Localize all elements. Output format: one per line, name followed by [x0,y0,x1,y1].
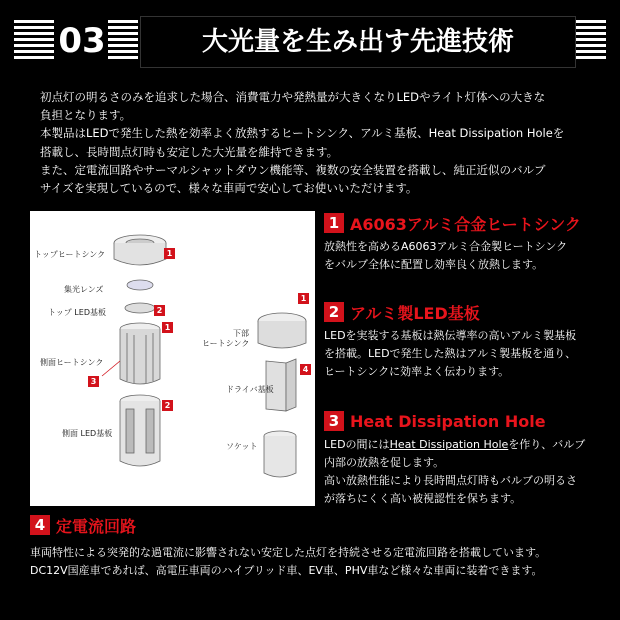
badge-5: 2 [162,400,173,411]
label-side-led: 側面 LED基板 [62,429,113,438]
feature-2-line: を搭載。LEDで発生した熱はアルミ製基板を通り、 [324,347,577,360]
section-number: 03 [56,16,108,66]
badge-7: 4 [300,364,311,375]
badge-1: 1 [164,248,175,259]
feature-3 [324,410,609,508]
feature-3-number: 3 [324,411,344,431]
badge-2: 2 [154,305,165,316]
intro-line: サイズを実現しているので、様々な車両で安心してお使いいただけます。 [40,181,418,196]
label-top-led: トップ LED基板 [48,308,106,317]
feature-4-title: 定電流回路 [56,516,137,536]
label-socket: ソケット [226,442,258,451]
intro-line: 初点灯の明るさのみを追求した場合、消費電力や発熱量が大きくなりLEDやライト灯体への大きな [40,90,546,104]
feature-3-title: Heat Dissipation Hole [350,411,546,431]
feature-2-title: アルミ製LED基板 [350,303,480,323]
feature-1-line: 放熱性を高めるA6063アルミ合金製ヒートシンク [324,240,568,253]
feature-3-line-1 [324,436,609,454]
feature-3-underline-term: Heat Dissipation Hole [389,438,509,451]
feature-1-line: をバルブ全体に配置し効率良く放熱します。 [324,258,544,271]
intro-text [40,88,600,197]
feature-4-line: DC12V国産車であれば、高電圧車両のハイブリッド車、EV車、PHV車など様々な車両に装着できます。 [30,564,543,577]
feature-1 [324,212,609,274]
feature-4-line: 車両特性による突発的な過電流に影響されない安定した点灯を持続させる定電流回路を搭載しています。 [30,546,547,559]
label-lower-heatsink-2: ヒートシンク [202,339,250,348]
feature-2-line: LEDを実装する基板は熱伝導率の高いアルミ製基板 [324,329,577,342]
badge-4: 3 [88,376,99,387]
feature-3-line: が落ちにくく高い被視認性を保ちます。 [324,492,522,505]
section-title: 大光量を生み出す先進技術 [140,16,576,68]
exploded-diagram [30,211,315,506]
feature-4-number: 4 [30,515,50,535]
label-side-heatsink: 側面ヒートシンク [40,358,104,367]
feature-4-body [30,544,605,580]
label-driver: ドライバ基板 [226,385,274,394]
label-lens: 集光レンズ [64,285,104,294]
header-stripes-right [576,20,606,62]
label-top-heatsink: トップヒートシンク [34,250,106,259]
badge-3: 1 [162,322,173,333]
label-lower-heatsink-1: 下部 [233,329,249,338]
feature-4-header [30,514,136,536]
intro-line: 本製品はLEDで発生した熱を効率よく放熱するヒートシンク、アルミ基板、Heat Dissipation Holeを [40,126,565,141]
feature-1-number: 1 [324,213,344,233]
feature-1-title: A6063アルミ合金ヒートシンク [350,214,581,234]
feature-2 [324,301,609,381]
intro-line: 負担となります。 [40,108,132,123]
feature-2-number: 2 [324,302,344,322]
header-stripes-left [14,20,54,62]
feature-3-line-1-post: を作り、バルブ [508,438,586,451]
header-stripes-middle [108,20,138,62]
feature-3-line-1-pre: LEDの間には [324,438,390,451]
feature-2-line: ヒートシンクに効率よく伝わります。 [324,365,510,378]
section-header [0,0,620,82]
intro-line: 搭載し、長時間点灯時も安定した大光量を維持できます。 [40,144,339,159]
badge-6: 1 [298,293,309,304]
feature-3-line: 高い放熱性能により長時間点灯時もバルブの明るさ [324,474,577,487]
intro-line: また、定電流回路やサーマルシャットダウン機能等、複数の安全装置を搭載し、純正近似のバルブ [40,162,546,177]
feature-3-line: 内部の放熱を促します。 [324,456,445,469]
